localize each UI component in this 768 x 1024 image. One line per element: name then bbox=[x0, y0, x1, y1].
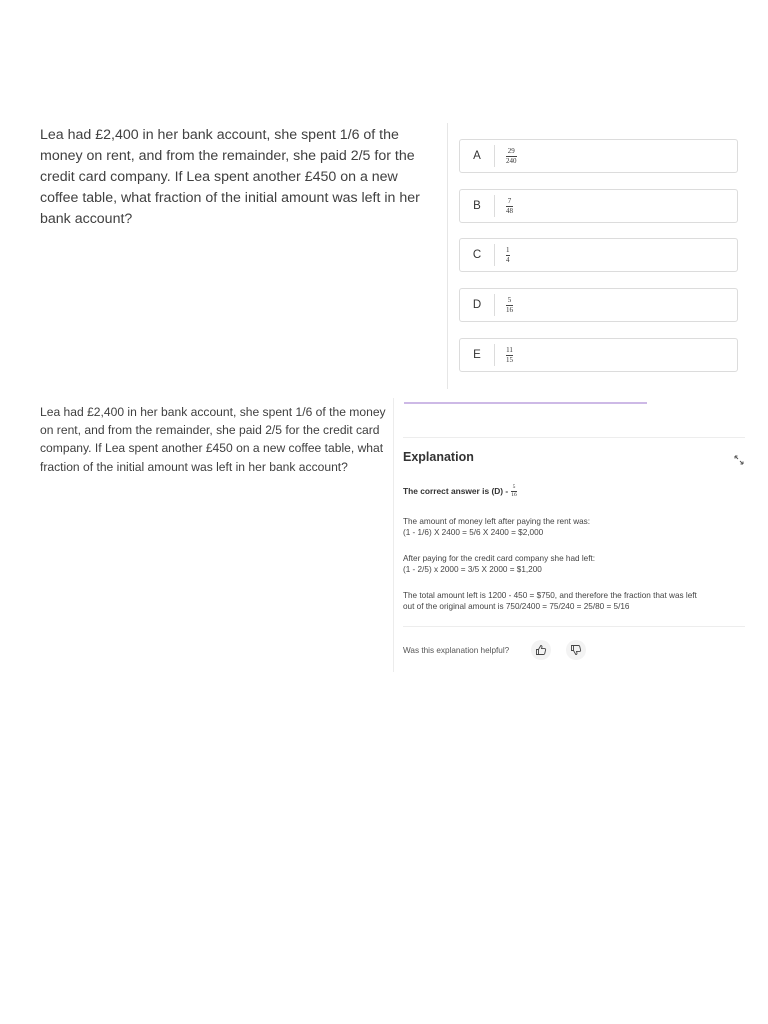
fraction-numerator: 29 bbox=[507, 147, 515, 156]
review-question-text: Lea had £2,400 in her bank account, she spent 1/6 of the money on rent, and from the remainder, she paid 2/5 for the credit card company. If Lea spent another £450 on a new coffee table, what fraction of the initial amount was left in her bank account? bbox=[40, 405, 386, 474]
explanation-step-3 bbox=[403, 590, 748, 613]
fraction-numerator: 7 bbox=[507, 197, 512, 206]
explanation-line: After paying for the credit card company she had left: bbox=[403, 554, 596, 563]
fraction-numerator: 1 bbox=[506, 246, 510, 255]
option-b[interactable] bbox=[459, 189, 738, 223]
fraction-denominator: 48 bbox=[506, 206, 513, 215]
option-e[interactable] bbox=[459, 338, 738, 372]
option-separator bbox=[494, 244, 495, 266]
option-c[interactable] bbox=[459, 238, 738, 272]
option-letter: C bbox=[472, 249, 482, 261]
option-separator bbox=[494, 344, 495, 366]
thumbs-up-icon bbox=[535, 644, 547, 656]
correct-answer-label: The correct answer is (D) - bbox=[403, 486, 509, 497]
option-fraction bbox=[506, 197, 513, 215]
explanation-line: out of the original amount is 750/2400 = 75/240 = 25/80 = 5/16 bbox=[403, 602, 630, 612]
explanation-line: (1 - 1/6) X 2400 = 5/6 X 2400 = $2,000 bbox=[403, 528, 544, 538]
explanation-line: The total amount left is 1200 - 450 = $750, and therefore the fraction that was left bbox=[403, 591, 697, 600]
option-fraction bbox=[506, 296, 513, 314]
fraction-denominator: 4 bbox=[506, 255, 510, 264]
question-text: Lea had £2,400 in her bank account, she spent 1/6 of the money on rent, and from the remainder, she paid 2/5 for the credit card company. If Lea spent another £450 on a new coffee table, what fraction of the initial amount was left in her bank account? bbox=[40, 127, 420, 227]
correct-answer bbox=[403, 484, 517, 499]
fraction-numerator: 5 bbox=[512, 484, 516, 490]
answer-highlight-line bbox=[404, 402, 647, 404]
thumbs-up-button[interactable] bbox=[531, 640, 551, 660]
option-a[interactable] bbox=[459, 139, 738, 173]
option-fraction bbox=[506, 346, 513, 364]
option-letter: D bbox=[472, 299, 482, 311]
explanation-step-1 bbox=[403, 516, 748, 539]
option-separator bbox=[494, 294, 495, 316]
options-divider bbox=[447, 123, 448, 389]
thumbs-down-icon bbox=[570, 644, 582, 656]
option-letter: E bbox=[473, 349, 481, 361]
correct-answer-fraction bbox=[511, 484, 517, 499]
option-fraction bbox=[506, 246, 510, 264]
option-d[interactable] bbox=[459, 288, 738, 322]
explanation-line: The amount of money left after paying the rent was: bbox=[403, 517, 591, 526]
explanation-title: Explanation bbox=[403, 450, 474, 464]
thumbs-down-button[interactable] bbox=[566, 640, 586, 660]
fraction-numerator: 11 bbox=[506, 346, 513, 355]
option-separator bbox=[494, 195, 495, 217]
option-letter: A bbox=[473, 150, 481, 162]
explanation-step-2 bbox=[403, 553, 748, 576]
expand-icon[interactable] bbox=[734, 452, 744, 462]
explanation-top-divider bbox=[403, 437, 745, 438]
explanation-line: (1 - 2/5) x 2000 = 3/5 X 2000 = $1,200 bbox=[403, 565, 542, 575]
fraction-denominator: 15 bbox=[506, 355, 513, 364]
option-letter: B bbox=[473, 200, 481, 212]
fraction-denominator: 16 bbox=[511, 492, 517, 499]
explanation-bottom-divider bbox=[403, 626, 745, 627]
fraction-numerator: 5 bbox=[507, 296, 512, 305]
fraction-denominator: 240 bbox=[506, 156, 517, 165]
review-divider bbox=[393, 398, 394, 672]
helpful-label: Was this explanation helpful? bbox=[403, 646, 510, 655]
option-fraction bbox=[506, 147, 517, 165]
option-separator bbox=[494, 145, 495, 167]
fraction-denominator: 16 bbox=[506, 305, 513, 314]
